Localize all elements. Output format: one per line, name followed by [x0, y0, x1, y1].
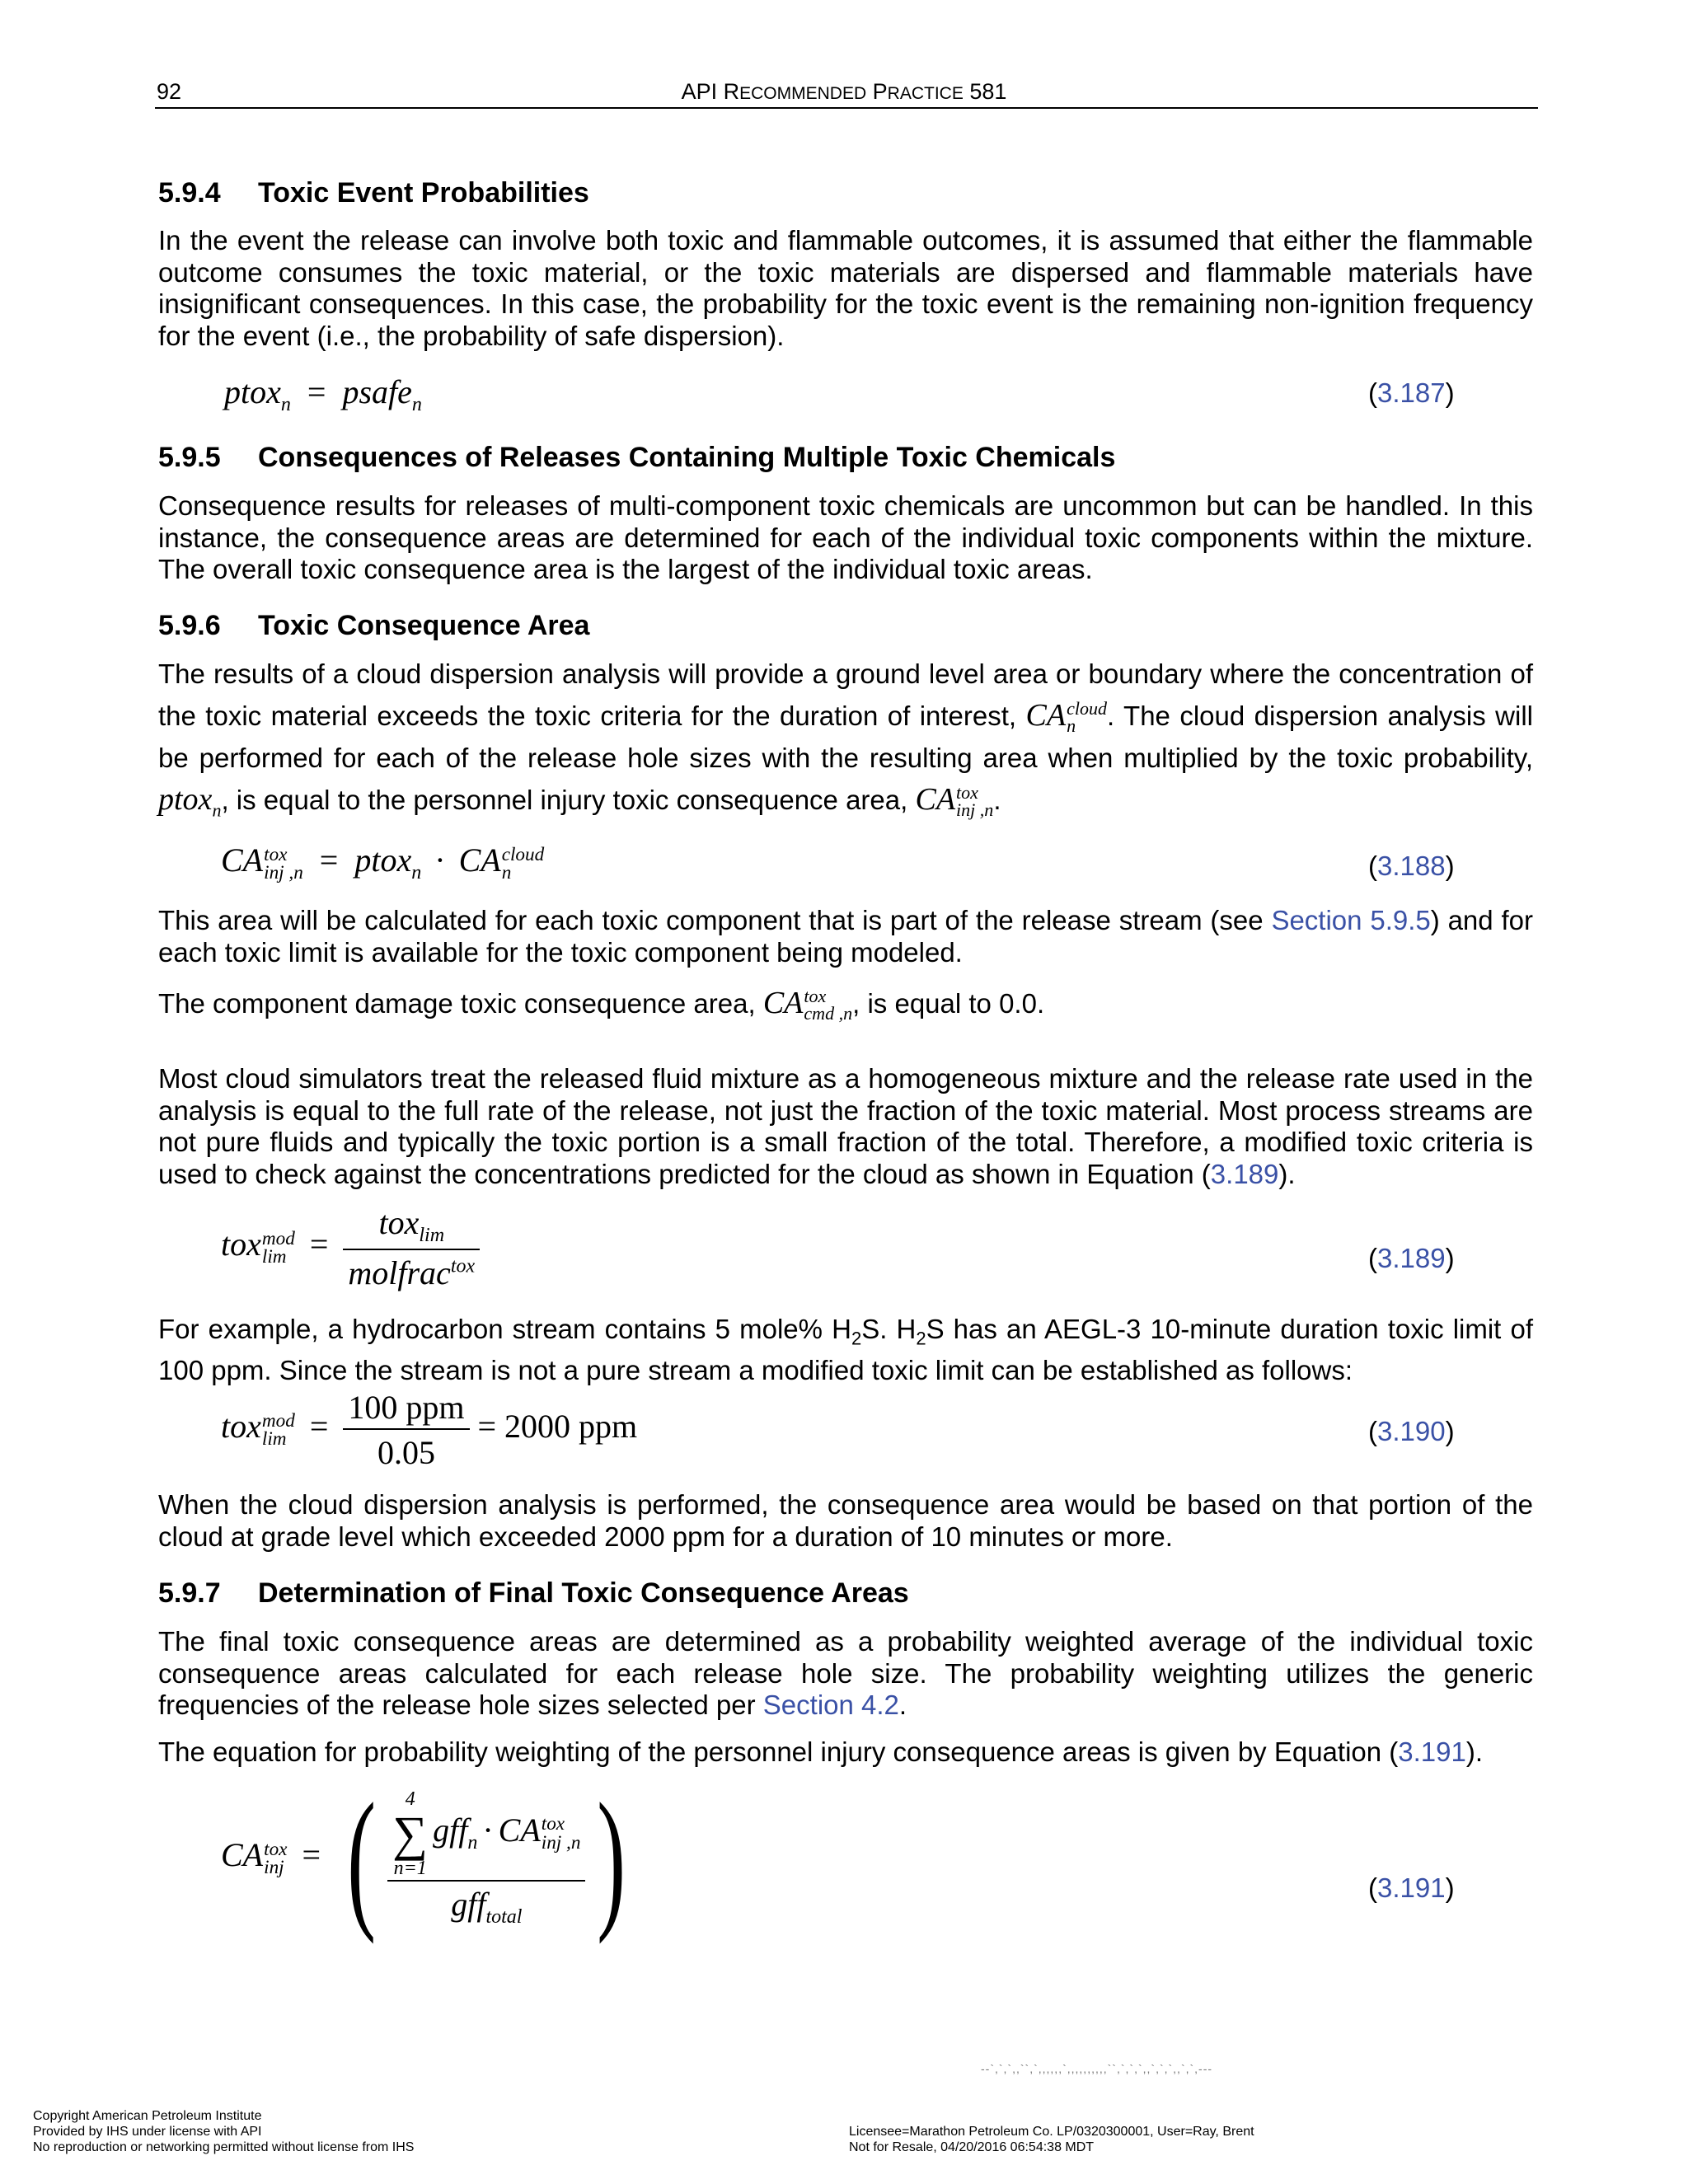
paragraph-multiple-toxic-chemicals: Consequence results for releases of multi-component toxic chemicals are uncommon but can be handled. In this instance, the consequence areas are determined for each of the individual toxic components within the mixture. The overall toxic consequence area is the largest of the individual toxic areas. [158, 490, 1533, 584]
equation-3-190: tox mod lim = $\frac{\text{100 ppm}}{0.05}$ = 2000 ppm [221, 1389, 638, 1471]
equation-3-188: CA tox inj ,n = ptox$_n$ · CA cloud n [221, 841, 545, 883]
equation-number-3-190: (3.190) [1368, 1416, 1455, 1446]
running-title: API RECOMMENDED PRACTICE 581 [681, 79, 1007, 104]
equation-3-191: CA tox inj = ( 4 ∑ n=1 gff$_n$ · CA tox inj ,n gff$_{total}$ ) [221, 1772, 626, 1945]
page-number: 92 [157, 79, 182, 104]
footer-watermark-dots: --`,`,`,,``,`,,,,,,`,,,,,,,,,,``,`,`,`,,`,`,`,,`,`,--- [981, 2062, 1213, 2075]
paragraph-final-toxic-areas: The final toxic consequence areas are determined as a probability weighted average of the individual toxic consequence areas calculated for each release hole size. The probability weighting utilizes the generic frequencies of the release hole sizes selected per Section 4.2. [158, 1626, 1533, 1720]
equation-3-187: ptox$_n$ = psafe$_n$ [224, 373, 422, 415]
equation-3-189: tox mod lim = $\frac{tox_{lim}}{molfrac^{tox}}$ [221, 1203, 480, 1292]
section-4-2-link[interactable]: Section 4.2 [762, 1690, 899, 1720]
paragraph-toxic-event-probabilities: In the event the release can involve both toxic and flammable outcomes, it is assumed that either the flammable outcome consumes the toxic material, or the toxic materials are dispersed and flammable materials have insignificant consequences. In this case, the probability for the toxic event is the remaining non-ignition frequency for the event (i.e., the probability of safe dispersion). [158, 225, 1533, 351]
footer-license: Licensee=Marathon Petroleum Co. LP/0320300001, User=Ray, Brent Not for Resale, 04/20/2016 06:54:38 MDT [849, 2125, 1254, 2154]
paragraph-probability-weighting: The equation for probability weighting of the personnel injury consequence areas is given by Equation (3.191). [158, 1736, 1484, 1767]
paragraph-hydrocarbon-example: For example, a hydrocarbon stream contains 5 mole% $H_2S$. $H_2S$ has an AEGL-3 10-minute duration toxic limit of 100 ppm. Since the stream is not a pure stream a modified toxic limit can be established as follows: [158, 1314, 1533, 1386]
equation-number-3-191: (3.191) [1368, 1872, 1455, 1903]
paragraph-toxic-consequence-area: The results of a cloud dispersion analysis will provide a ground level area or boundary where the concentration of the toxic material exceeds the toxic criteria for the duration of interest, CA cloud n . The cloud dispersion analysis will be performed for each of the release hole sizes with the resulting area when multiplied by the toxic probability, ptox$_n$, is equal to the personnel injury toxic consequence area, CA tox inj ,n . [158, 658, 1533, 821]
equation-3-189-link[interactable]: 3.189 [1210, 1158, 1279, 1189]
paragraph-cloud-simulators: Most cloud simulators treat the released fluid mixture as a homogeneous mixture and the release rate used in the analysis is equal to the full rate of the release, not just the fraction of the toxic material. Most process streams are not pure fluids and typically the toxic portion is a small fraction of the total. Therefore, a modified toxic criteria is used to check against the concentrations predicted for the cloud as shown in Equation (3.189). [158, 1063, 1533, 1189]
paragraph-cloud-dispersion-result: When the cloud dispersion analysis is performed, the consequence area would be based on that portion of the cloud at grade level which exceeded 2000 ppm for a duration of 10 minutes or more. [158, 1489, 1533, 1552]
section-heading-5-9-6: 5.9.6 Toxic Consequence Area [158, 610, 590, 641]
header-rule [155, 107, 1538, 109]
equation-number-3-187: (3.187) [1368, 377, 1455, 408]
equation-number-3-189: (3.189) [1368, 1243, 1455, 1273]
paragraph-component-damage-area: The component damage toxic consequence area, CA tox cmd ,n , is equal to 0.0. [158, 986, 1045, 1024]
footer-copyright: Copyright American Petroleum Institute Provided by IHS under license with API No reproduction or networking permitted without license from IHS [33, 2109, 415, 2154]
section-heading-5-9-7: 5.9.7 Determination of Final Toxic Consequence Areas [158, 1577, 909, 1609]
equation-3-191-link[interactable]: 3.191 [1398, 1736, 1466, 1767]
section-5-9-5-link[interactable]: Section 5.9.5 [1271, 905, 1431, 935]
equation-number-3-188: (3.188) [1368, 851, 1455, 881]
section-heading-5-9-5: 5.9.5 Consequences of Releases Containing Multiple Toxic Chemicals [158, 442, 1116, 473]
section-heading-5-9-4: 5.9.4 Toxic Event Probabilities [158, 177, 589, 209]
paragraph-toxic-component-area: This area will be calculated for each toxic component that is part of the release stream (see Section 5.9.5) and for each toxic limit is available for the toxic component being modeled. [158, 905, 1533, 968]
